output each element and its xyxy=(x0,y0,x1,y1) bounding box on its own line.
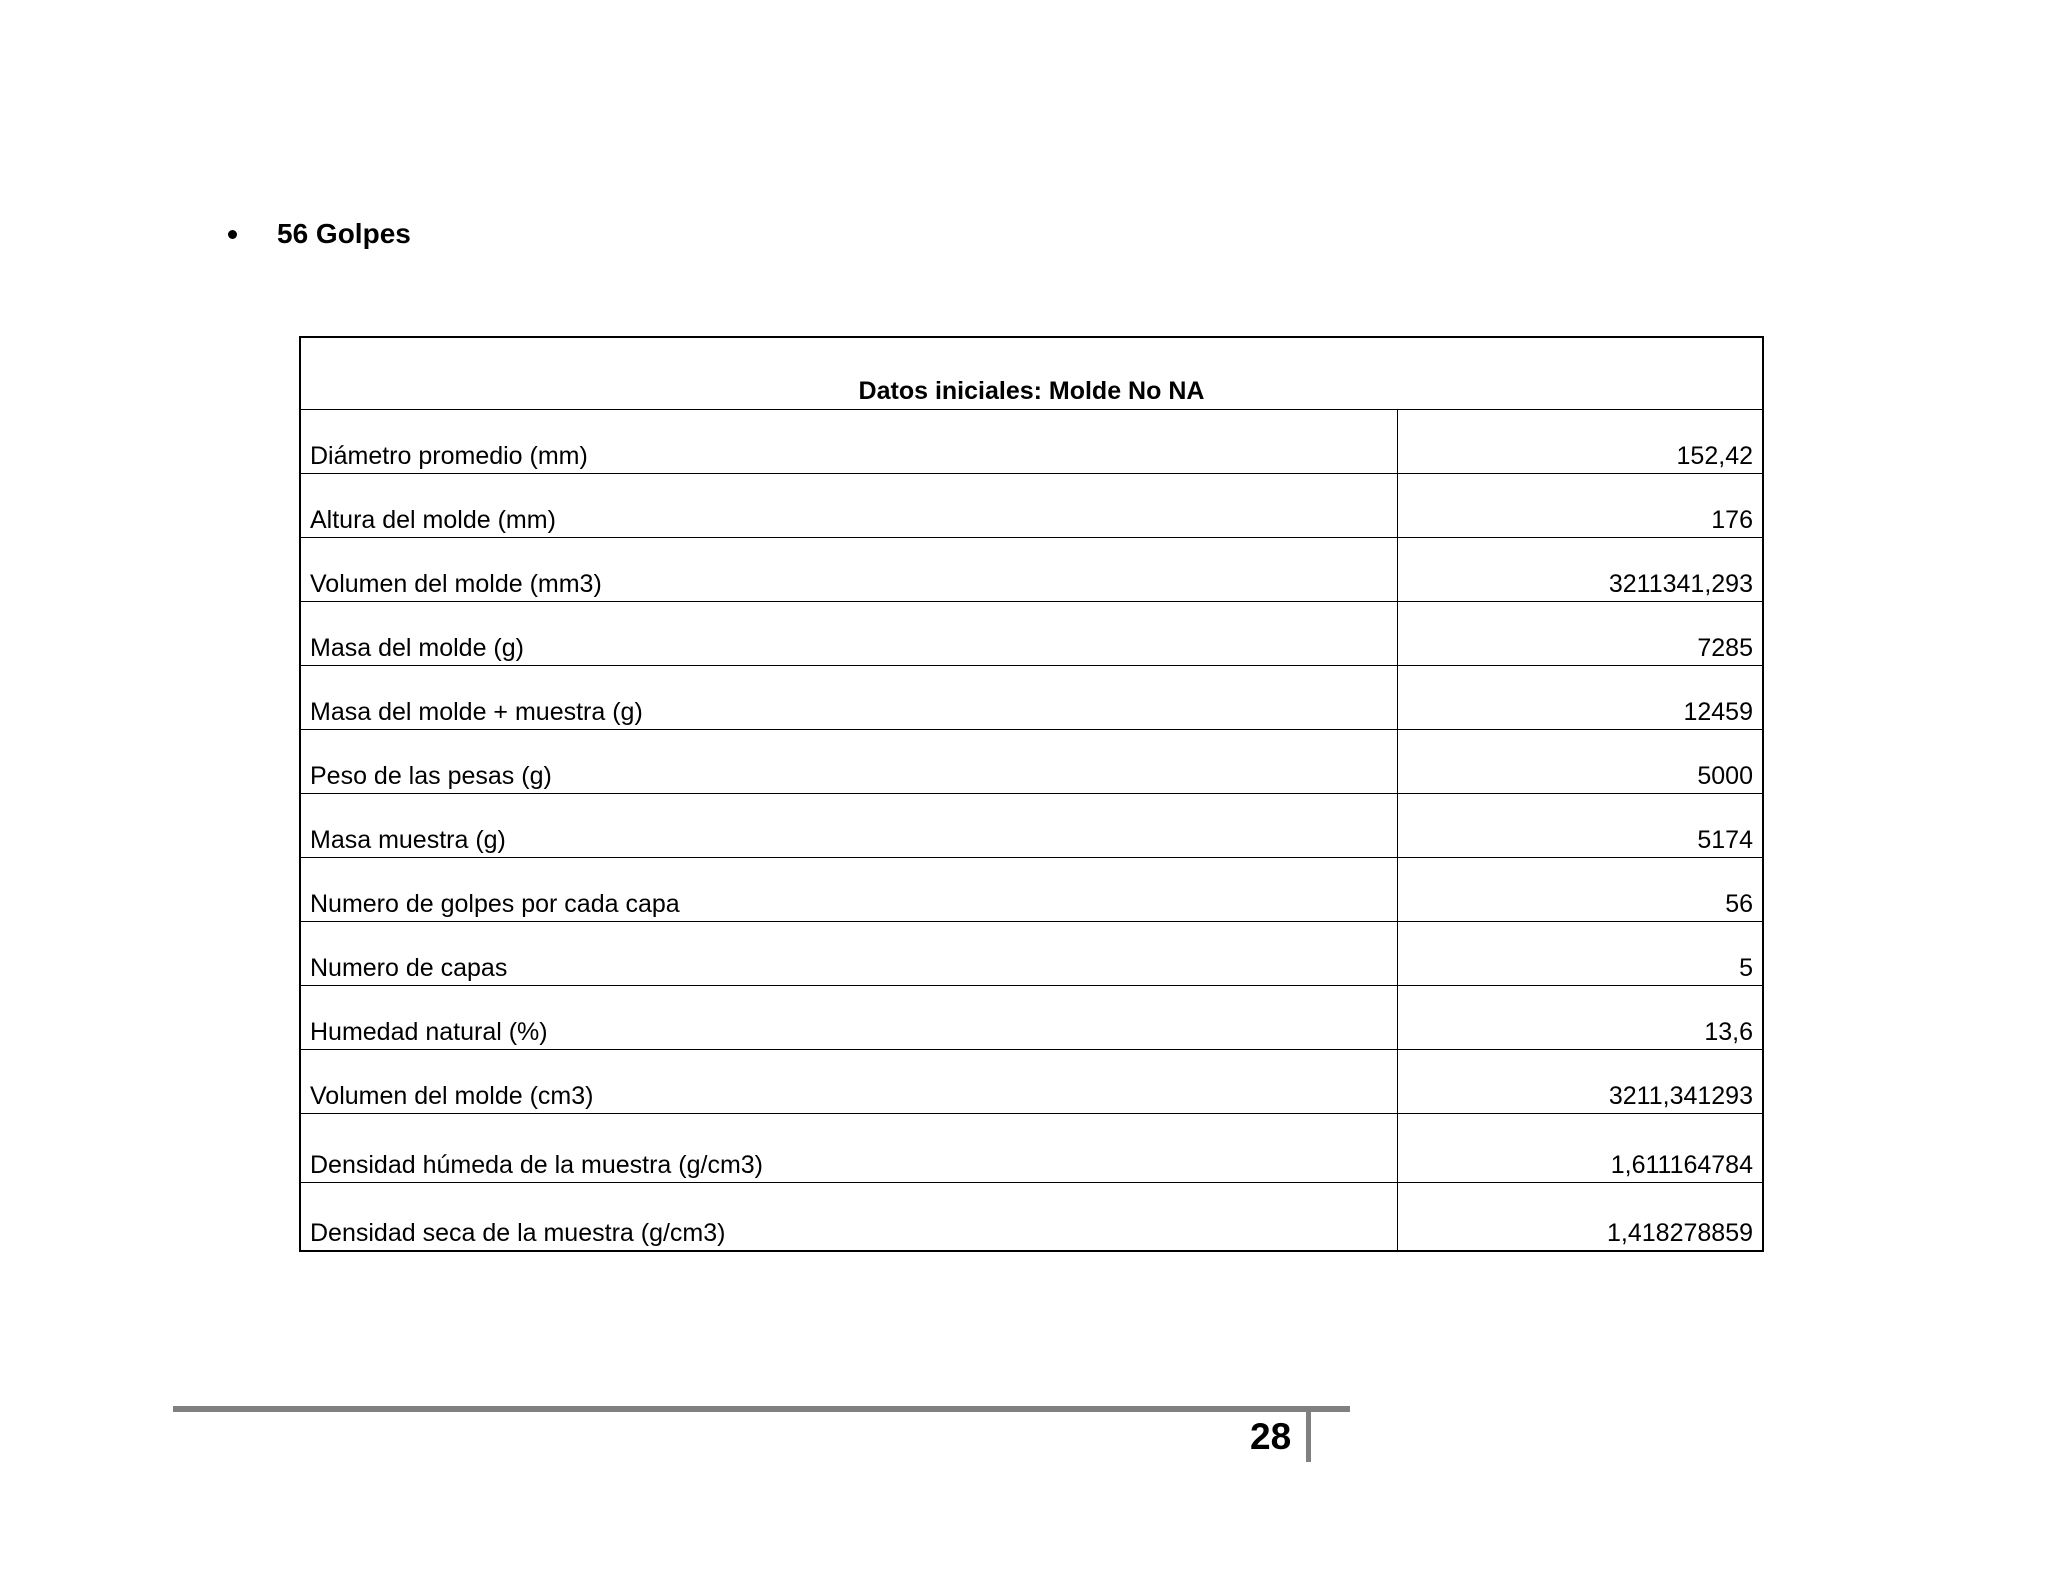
initial-data-table xyxy=(299,336,1764,1252)
row-value: 56 xyxy=(1397,857,1763,921)
table-row xyxy=(300,409,1763,473)
row-label: Diámetro promedio (mm) xyxy=(300,409,1397,473)
row-label: Volumen del molde (cm3) xyxy=(300,1049,1397,1113)
table-row xyxy=(300,665,1763,729)
page-number-bar xyxy=(1306,1410,1311,1462)
table-row xyxy=(300,793,1763,857)
row-value: 176 xyxy=(1397,473,1763,537)
table-caption-row xyxy=(300,337,1763,409)
row-label: Masa del molde (g) xyxy=(300,601,1397,665)
table-row xyxy=(300,601,1763,665)
table-row xyxy=(300,1049,1763,1113)
table-row xyxy=(300,921,1763,985)
row-label: Numero de capas xyxy=(300,921,1397,985)
row-value: 5174 xyxy=(1397,793,1763,857)
row-label: Volumen del molde (mm3) xyxy=(300,537,1397,601)
section-heading xyxy=(228,218,411,250)
bullet-icon xyxy=(228,230,237,239)
table-row xyxy=(300,537,1763,601)
row-value: 152,42 xyxy=(1397,409,1763,473)
table-row xyxy=(300,857,1763,921)
row-value: 5 xyxy=(1397,921,1763,985)
row-value: 7285 xyxy=(1397,601,1763,665)
table-row xyxy=(300,1182,1763,1251)
table-row xyxy=(300,1113,1763,1182)
table-row xyxy=(300,473,1763,537)
section-title: 56 Golpes xyxy=(277,218,411,249)
row-value: 3211,341293 xyxy=(1397,1049,1763,1113)
table-row xyxy=(300,985,1763,1049)
row-value: 1,418278859 xyxy=(1397,1182,1763,1251)
row-label: Humedad natural (%) xyxy=(300,985,1397,1049)
row-label: Altura del molde (mm) xyxy=(300,473,1397,537)
footer-divider xyxy=(173,1406,1350,1412)
row-label: Numero de golpes por cada capa xyxy=(300,857,1397,921)
row-value: 3211341,293 xyxy=(1397,537,1763,601)
row-label: Masa muestra (g) xyxy=(300,793,1397,857)
row-label: Densidad seca de la muestra (g/cm3) xyxy=(300,1182,1397,1251)
table-row xyxy=(300,729,1763,793)
row-label: Densidad húmeda de la muestra (g/cm3) xyxy=(300,1113,1397,1182)
row-value: 5000 xyxy=(1397,729,1763,793)
page-number: 28 xyxy=(1250,1416,1292,1457)
table-caption: Datos iniciales: Molde No NA xyxy=(300,337,1763,409)
row-value: 1,611164784 xyxy=(1397,1113,1763,1182)
row-label: Masa del molde + muestra (g) xyxy=(300,665,1397,729)
row-value: 12459 xyxy=(1397,665,1763,729)
row-label: Peso de las pesas (g) xyxy=(300,729,1397,793)
row-value: 13,6 xyxy=(1397,985,1763,1049)
